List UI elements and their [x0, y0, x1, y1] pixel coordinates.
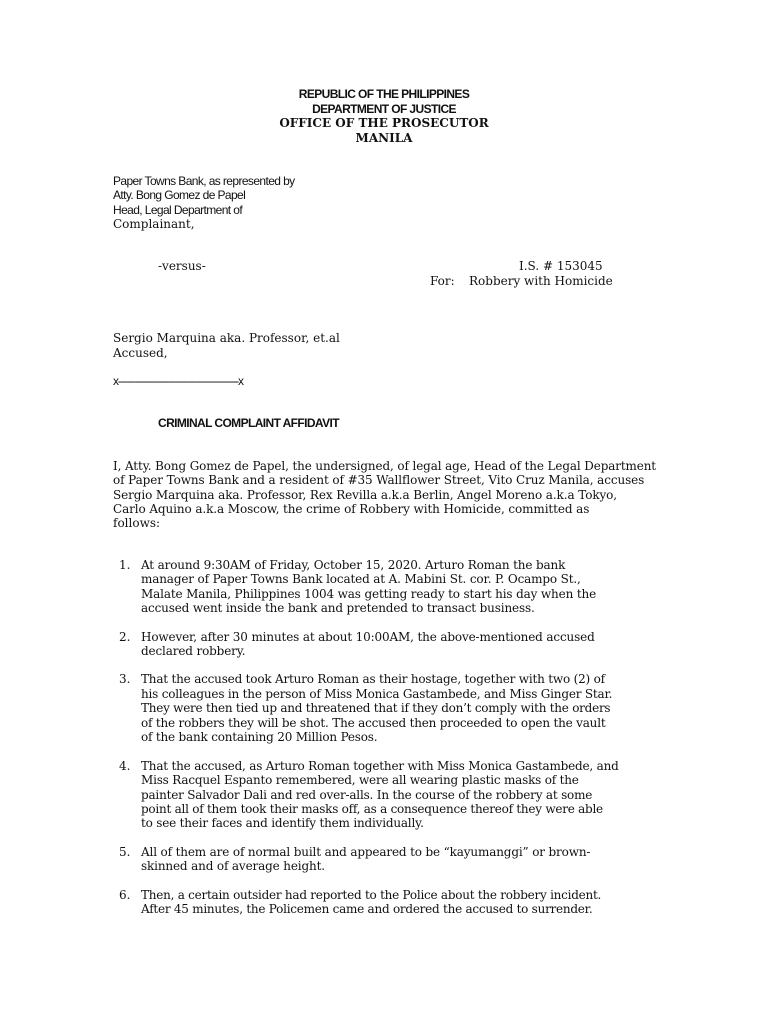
separator-line: x-------------------------------------------x: [113, 374, 243, 388]
item-2-line-1: However, after 30 minutes at about 10:00AM, the above-mentioned accused: [141, 630, 595, 644]
item-4-number: 4.: [119, 759, 131, 773]
item-3-line-4: of the robbers they will be shot. The accused then proceeded to open the vault: [141, 716, 606, 730]
header-department: DEPARTMENT OF JUSTICE: [312, 102, 456, 116]
header-office: OFFICE OF THE PROSECUTOR: [279, 116, 489, 130]
intro-line-2: of Paper Towns Bank and a resident of #35 Wallflower Street, Vito Cruz Manila, accuses: [113, 473, 645, 487]
item-2-number: 2.: [119, 630, 131, 644]
item-1-line-3: Malate Manila, Philippines 1004 was getting ready to start his day when the: [141, 587, 597, 601]
item-1-line-4: accused went inside the bank and pretended to transact business.: [141, 601, 535, 615]
item-3-line-1: That the accused took Arturo Roman as their hostage, together with two (2) of: [141, 672, 605, 686]
item-5-number: 5.: [119, 845, 131, 859]
header-republic: REPUBLIC OF THE PHILIPPINES: [298, 87, 470, 101]
complainant-line-1: Paper Towns Bank, as represented by: [113, 174, 295, 188]
intro-line-5: follows:: [113, 516, 161, 530]
item-3-number: 3.: [119, 672, 131, 686]
complainant-line-4: Complainant,: [113, 217, 195, 231]
item-1-line-1: At around 9:30AM of Friday, October 15, 2020. Arturo Roman the bank: [141, 558, 566, 572]
item-3-line-5: of the bank containing 20 Million Pesos.: [141, 730, 378, 744]
item-1-number: 1.: [119, 558, 131, 572]
case-number: I.S. # 153045: [519, 259, 603, 273]
item-6-line-1: Then, a certain outsider had reported to the Police about the robbery incident.: [141, 888, 602, 902]
document-title: CRIMINAL COMPLAINT AFFIDAVIT: [158, 416, 339, 430]
item-4-line-3: painter Salvador Dali and red over-alls. In the course of the robbery at some: [141, 788, 593, 802]
item-5-line-1: All of them are of normal built and appeared to be “kayumanggi” or brown-: [141, 845, 591, 859]
intro-line-1: I, Atty. Bong Gomez de Papel, the undersigned, of legal age, Head of the Legal Department: [113, 459, 657, 473]
header-city: MANILA: [355, 131, 413, 145]
item-6-line-2: After 45 minutes, the Policemen came and ordered the accused to surrender.: [141, 902, 593, 916]
item-1-line-2: manager of Paper Towns Bank located at A. Mabini St. cor. P. Ocampo St.,: [141, 572, 581, 586]
item-4-line-2: Miss Racquel Espanto remembered, were all wearing plastic masks of the: [141, 773, 579, 787]
item-2-line-2: declared robbery.: [141, 644, 246, 658]
item-5-line-2: skinned and of average height.: [141, 859, 325, 873]
accused-line-2: Accused,: [113, 346, 168, 360]
complainant-line-2: Atty. Bong Gomez de Papel: [113, 188, 246, 202]
item-4-line-4: point all of them took their masks off, as a consequence thereof they were able: [141, 802, 603, 816]
versus-label: -versus-: [158, 259, 206, 273]
item-4-line-5: to see their faces and identify them individually.: [141, 816, 424, 830]
item-3-line-2: his colleagues in the person of Miss Monica Gastambede, and Miss Ginger Star.: [141, 687, 613, 701]
item-6-number: 6.: [119, 888, 131, 902]
case-for-label: For:: [430, 274, 455, 288]
intro-line-3: Sergio Marquina aka. Professor, Rex Revilla a.k.a Berlin, Angel Moreno a.k.a Tokyo,: [113, 488, 618, 502]
accused-line-1: Sergio Marquina aka. Professor, et.al: [113, 331, 340, 345]
case-for-value: Robbery with Homicide: [469, 274, 613, 288]
intro-line-4: Carlo Aquino a.k.a Moscow, the crime of Robbery with Homicide, committed as: [113, 502, 590, 516]
complainant-line-3: Head, Legal Department of: [113, 203, 243, 217]
item-4-line-1: That the accused, as Arturo Roman together with Miss Monica Gastambede, and: [141, 759, 619, 773]
item-3-line-3: They were then tied up and threatened that if they don’t comply with the orders: [141, 701, 611, 715]
